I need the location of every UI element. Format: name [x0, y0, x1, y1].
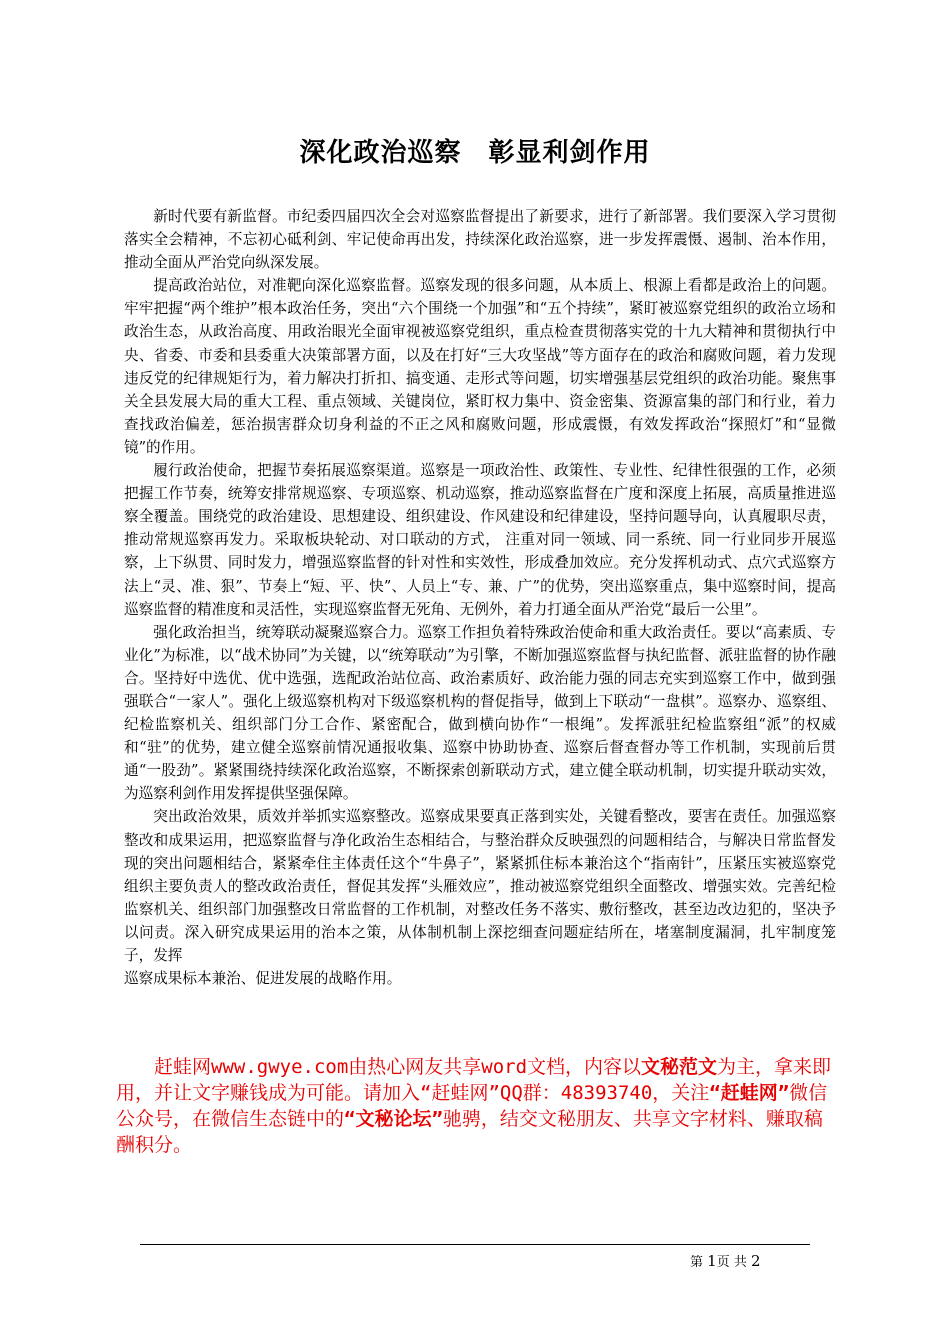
paragraph-intro: 新时代要有新监督。市纪委四届四次全会对巡察监督提出了新要求，进行了新部署。我们要深入学习贯彻落实全会精神，不忘初心砥利剑、牢记使命再出发，持续深化政治巡察，进一步发挥震慑、遏制、治本作用，推动全面从严治党向纵深发展。	[124, 208, 836, 272]
promo-text-1: 赶蛙网www.gwye.com由热心网友共享word文档，内容以	[154, 1056, 642, 1078]
footer-middle: 页 共	[716, 1255, 751, 1270]
paragraph-political-responsibility: 强化政治担当，统筹联动凝聚巡察合力。巡察工作担负着特殊政治使命和重大政治责任。要以“高素质、专业化”为标准，以“战术协同”为关键，以“统筹联动”为引擎，不断加强巡察监督与执纪监督、派驻监督的协作融合。坚持好中选优、优中选强，选配政治站位高、政治素质好、政治能力强的同志充实到巡察工作中，做到强强联合“一家人”。强化上级巡察机构对下级巡察机构的督促指导，做到上下联动“一盘棋”。巡察办、巡察组、纪检监察机关、组织部门分工合作、紧密配合，做到横向协作“一根绳”。发挥派驻纪检监察组“派”的权威和“驻”的优势，建立健全巡察前情况通报收集、巡察中协助协查、巡察后督查督办等工作机制，实现前后贯通“一股劲”。紧紧围绕持续深化政治巡察，不断探索创新联动方式，建立健全联动机制，切实提升联动实效，为巡察利剑作用发挥提供坚强保障。	[124, 623, 836, 803]
footer-prefix: 第	[690, 1255, 708, 1270]
promo-highlight-wenmi-luntan: “文秘论坛”	[344, 1108, 443, 1130]
promo-notice	[116, 1054, 838, 1158]
promo-text-2: 为主，拿来即用，并让文字赚钱成为可能。请加入“赶蛙网”QQ群：48393740，关注	[116, 1056, 832, 1104]
document-title: 深化政治巡察 彰显利剑作用	[299, 138, 651, 168]
page-footer	[690, 1251, 761, 1270]
paragraph-political-mission: 履行政治使命，把握节奏拓展巡察渠道。巡察是一项政治性、政策性、专业性、纪律性很强的工作，必须把握工作节奏，统筹安排常规巡察、专项巡察、机动巡察，推动巡察监督在广度和深度上拓展，高质量推进巡察全覆盖。围绕党的政治建设、思想建设、组织建设、作风建设和纪律建设，坚持问题导向，认真履职尽责，推动常规巡察再发力。采取板块轮动、对口联动的方式， 注重对同一领域、同一系统、同一行业同步开展巡察，上下纵贯、同时发力，增强巡察监督的针对性和实效性，形成叠加效应。充分发挥机动式、点穴式巡察方法上“灵、准、狠”、节奏上“短、平、快”、人员上“专、兼、广”的优势，突出巡察重点，集中巡察时间，提高巡察监督的精准度和灵活性，实现巡察监督无死角、无例外，着力打通全面从严治党“最后一公里”。	[124, 462, 836, 618]
paragraph-political-stance: 提高政治站位，对准靶向深化巡察监督。巡察发现的很多问题，从本质上、根源上看都是政治上的问题。牢牢把握“两个维护”根本政治任务，突出“六个围绕一个加强”和“五个持续”，紧盯被巡察党组织的政治立场和政治生态，从政治高度、用政治眼光全面审视被巡察党组织，重点检查贯彻落实党的十九大精神和贯彻执行中央、省委、市委和县委重大决策部署方面，以及在打好“三大攻坚战”等方面存在的政治和腐败问题，着力发现违反党的纪律规矩行为，着力解决打折扣、搞变通、走形式等问题，切实增强基层党组织的政治功能。聚焦事关全县发展大局的重大工程、重点领域、关键岗位，紧盯权力集中、资金密集、资源富集的部门和行业，着力查找政治偏差，惩治损害群众切身利益的不正之风和腐败问题，形成震慑，有效发挥政治“探照灯”和“显微镜”的作用。	[124, 277, 836, 456]
promo-highlight-ganwa: “赶蛙网”	[709, 1082, 790, 1104]
promo-highlight-wenmi-fanwen: 文秘范文	[641, 1056, 718, 1078]
paragraph-closing-line: 巡察成果标本兼治、促进发展的战略作用。	[124, 970, 402, 988]
footer-page-number: 1	[707, 1252, 717, 1270]
paragraph-political-effect: 突出政治效果，质效并举抓实巡察整改。巡察成果要真正落到实处，关键看整改，要害在责任。加强巡察整改和成果运用，把巡察监督与净化政治生态相结合，与整治群众反映强烈的问题相结合，与解决日常监督发现的突出问题相结合，紧紧牵住主体责任这个“牛鼻子”，紧紧抓住标本兼治这个“指南针”，压紧压实被巡察党组织主要负责人的整改政治责任，督促其发挥“头雁效应”，推动被巡察党组织全面整改、增强实效。完善纪检监察机关、组织部门加强整改日常监督的工作机制，对整改任务不落实、敷衍整改，甚至边改边犯的，坚决予以问责。深入研究成果运用的治本之策，从体制机制上深挖细查问题症结所在，堵塞制度漏洞，扎牢制度笼子，发挥	[124, 808, 836, 964]
promo-text-3: 微信公众号，在微信生态链中的	[116, 1082, 828, 1130]
footer-total-pages: 2	[750, 1252, 761, 1270]
promo-text-4: 驰骋，结交文秘朋友、共享文字材料、赚取稿酬积分。	[116, 1108, 823, 1156]
footer-divider	[140, 1244, 810, 1245]
document-body	[124, 205, 836, 990]
